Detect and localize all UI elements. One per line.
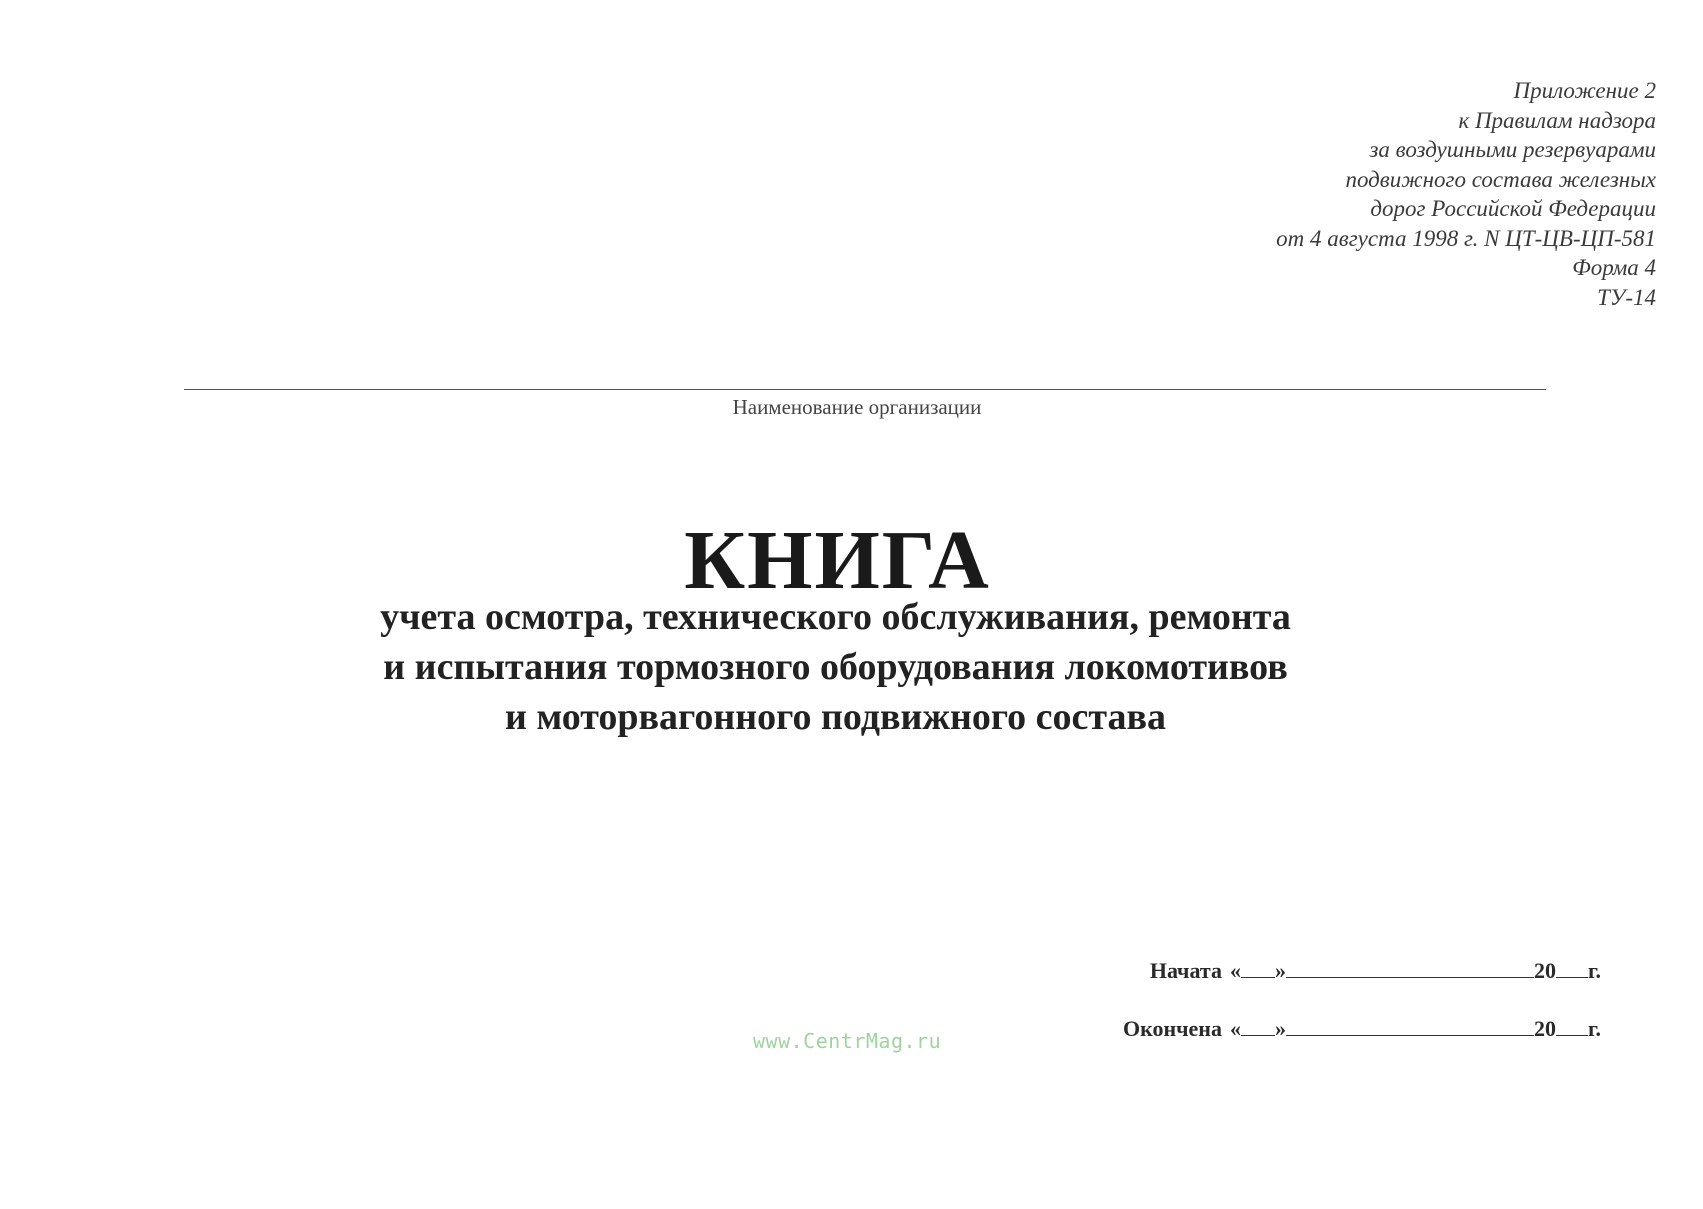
appendix-line: дорог Российской Федерации — [1370, 196, 1656, 221]
organization-caption-text: Наименование организации — [732, 395, 982, 419]
started-month-blank — [1286, 955, 1534, 978]
started-label: Начата — [1149, 958, 1222, 983]
appendix-line: Приложение 2 — [1513, 78, 1656, 103]
book-subtitle — [0, 592, 1703, 742]
organization-name-rule — [184, 389, 1546, 390]
subtitle-line: и моторвагонного подвижного состава — [504, 696, 1167, 738]
started-year-blank — [1556, 955, 1588, 978]
quote-close: » — [1274, 1016, 1286, 1041]
appendix-line: Форма 4 — [1572, 255, 1656, 280]
organization-caption — [184, 395, 1546, 420]
appendix-block — [1096, 76, 1656, 312]
quote-close: » — [1274, 958, 1286, 983]
appendix-line: подвижного состава железных — [1345, 166, 1656, 192]
finished-day-blank — [1241, 1013, 1275, 1036]
subtitle-line: учета осмотра, технического обслуживания, ремонта — [380, 596, 1291, 638]
quote-open: « — [1229, 958, 1241, 983]
started-date-row — [1041, 955, 1601, 1013]
century: 20 — [1533, 958, 1556, 983]
subtitle-line: и испытания тормозного оборудования локомотивов — [383, 646, 1288, 688]
appendix-line: за воздушными резервуарами — [1369, 137, 1656, 162]
watermark: www.CentrMag.ru — [753, 1029, 942, 1053]
year-suffix: г. — [1587, 958, 1601, 983]
finished-label: Окончена — [1122, 1016, 1222, 1041]
finished-month-blank — [1286, 1013, 1534, 1036]
appendix-line: от 4 августа 1998 г. N ЦТ-ЦВ-ЦП-581 — [1276, 225, 1656, 251]
book-title-text: КНИГА — [684, 514, 991, 607]
finished-year-blank — [1556, 1013, 1588, 1036]
dates-block — [1041, 955, 1601, 1071]
appendix-line: к Правилам надзора — [1458, 107, 1656, 133]
finished-date-row — [1041, 1013, 1601, 1071]
year-suffix: г. — [1587, 1016, 1601, 1041]
appendix-line: ТУ-14 — [1597, 284, 1656, 310]
century: 20 — [1533, 1016, 1556, 1041]
quote-open: « — [1229, 1016, 1241, 1041]
started-day-blank — [1241, 955, 1275, 978]
